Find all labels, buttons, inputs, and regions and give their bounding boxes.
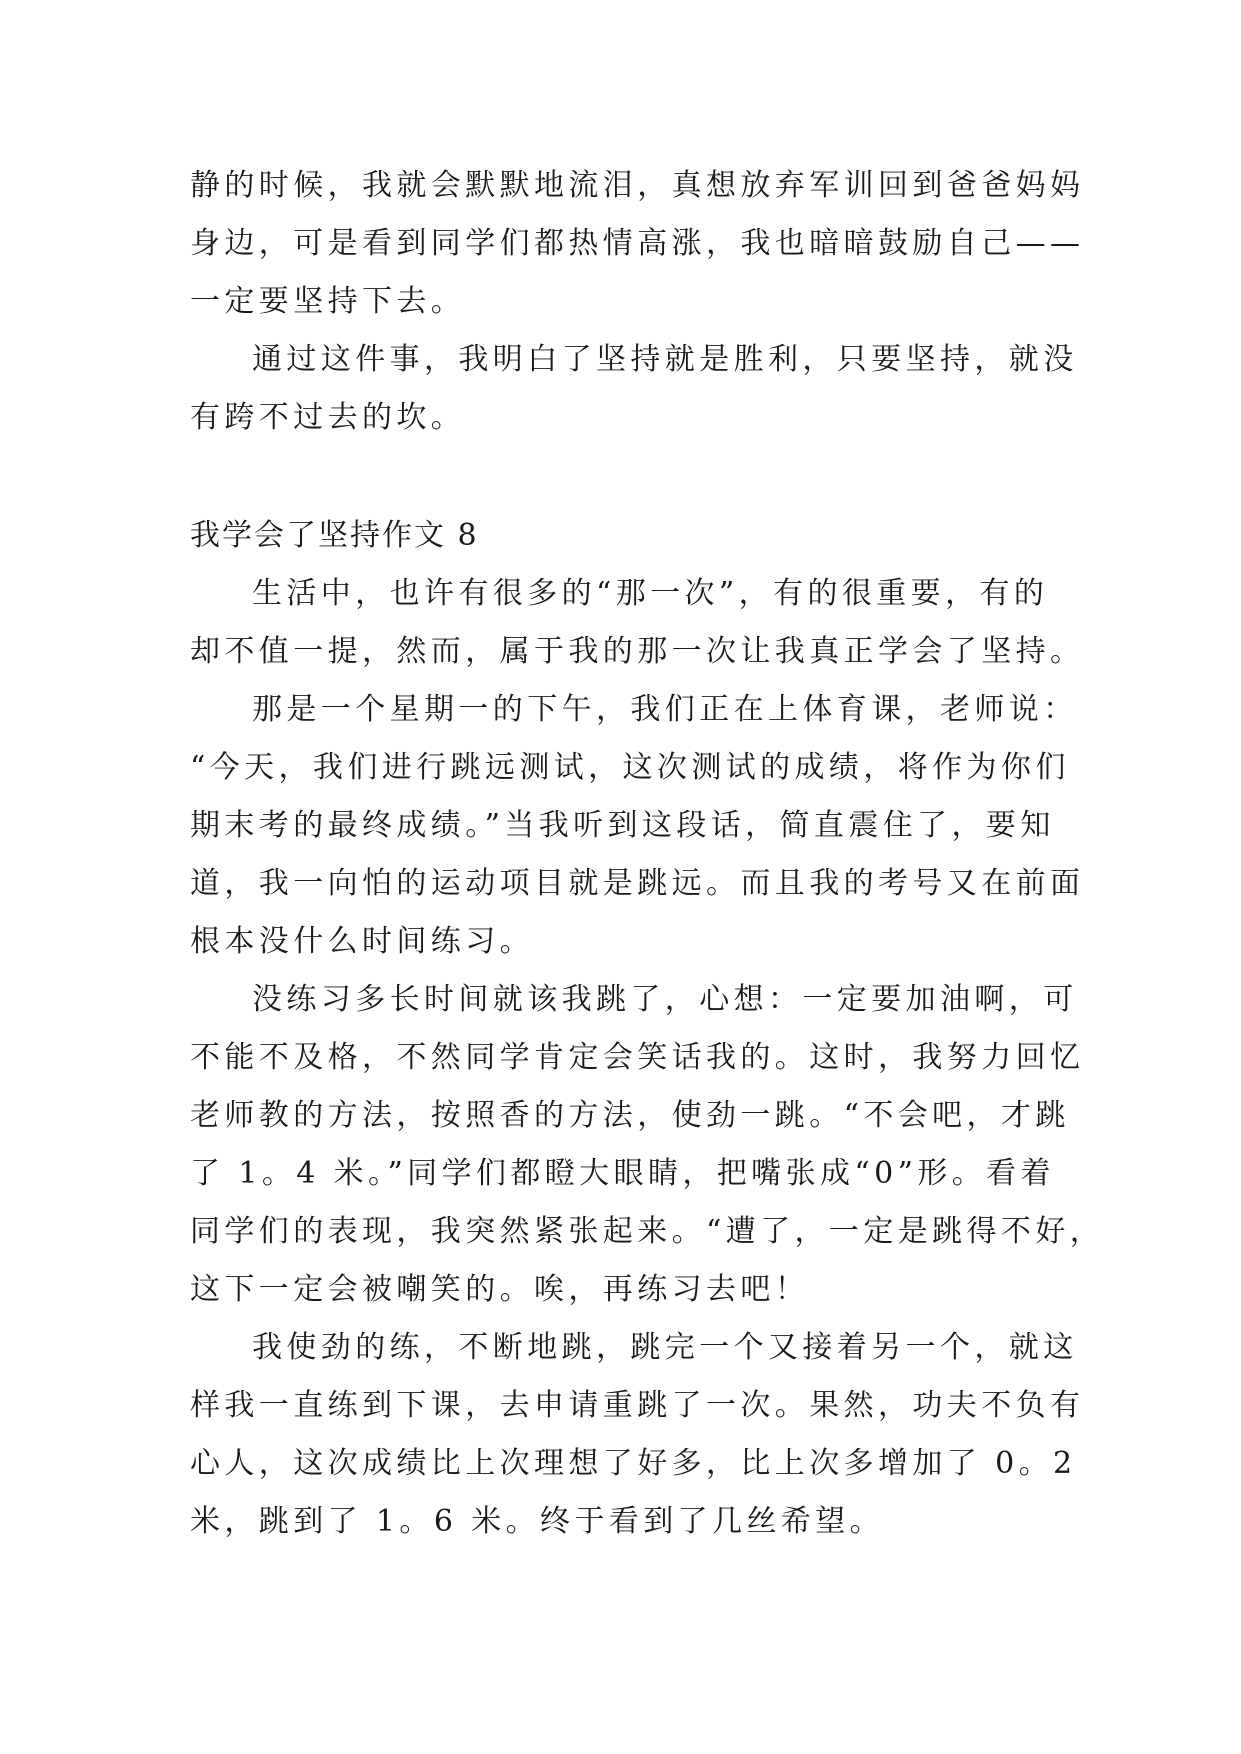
text-line: 米，跳到了 1。6 米。终于看到了几丝希望。 — [190, 1504, 885, 1539]
text-line: 有跨不过去的坎。 — [190, 400, 466, 435]
text-line: 了 1。4 米。”同学们都瞪大眼睛，把嘴张成“0”形。看着 — [190, 1156, 1055, 1191]
text-line: 却不值一提，然而，属于我的那一次让我真正学会了坚持。 — [190, 634, 1085, 669]
text-line: 我使劲的练，不断地跳，跳完一个又接着另一个，就这 — [252, 1330, 1078, 1365]
text-line: 那是一个星期一的下午，我们正在上体育课，老师说： — [252, 692, 1078, 727]
text-line: 不能不及格，不然同学肯定会笑话我的。这时，我努力回忆 — [190, 1040, 1085, 1075]
text-line: 根本没什么时间练习。 — [190, 924, 534, 959]
text-line: 没练习多长时间就该我跳了，心想：一定要加油啊，可 — [252, 982, 1078, 1017]
text-line: 身边，可是看到同学们都热情高涨，我也暗暗鼓励自己—— — [190, 226, 1085, 261]
text-line: “今天，我们进行跳远测试，这次测试的成绩，将作为你们 — [190, 750, 1070, 785]
text-line: 期末考的最终成绩。”当我听到这段话，简直震住了，要知 — [190, 808, 1055, 843]
text-line: 样我一直练到下课，去申请重跳了一次。果然，功夫不负有 — [190, 1388, 1085, 1423]
text-line: 心人，这次成绩比上次理想了好多，比上次多增加了 0。2 — [190, 1446, 1077, 1481]
text-line: 老师教的方法，按照香的方法，使劲一跳。“不会吧，才跳 — [190, 1098, 1070, 1133]
text-line: 生活中，也许有很多的“那一次”，有的很重要，有的 — [252, 576, 1049, 611]
text-line: 通过这件事，我明白了坚持就是胜利，只要坚持，就没 — [252, 342, 1078, 377]
text-line: 这下一定会被嘲笑的。唉，再练习去吧！ — [190, 1272, 810, 1307]
text-line: 一定要坚持下去。 — [190, 284, 466, 319]
essay-title: 我学会了坚持作文 8 — [190, 518, 479, 553]
text-line: 同学们的表现，我突然紧张起来。“遭了，一定是跳得不好， — [190, 1214, 1105, 1249]
text-line: 静的时候，我就会默默地流泪，真想放弃军训回到爸爸妈妈 — [190, 168, 1085, 203]
text-line: 道，我一向怕的运动项目就是跳远。而且我的考号又在前面 — [190, 866, 1085, 901]
